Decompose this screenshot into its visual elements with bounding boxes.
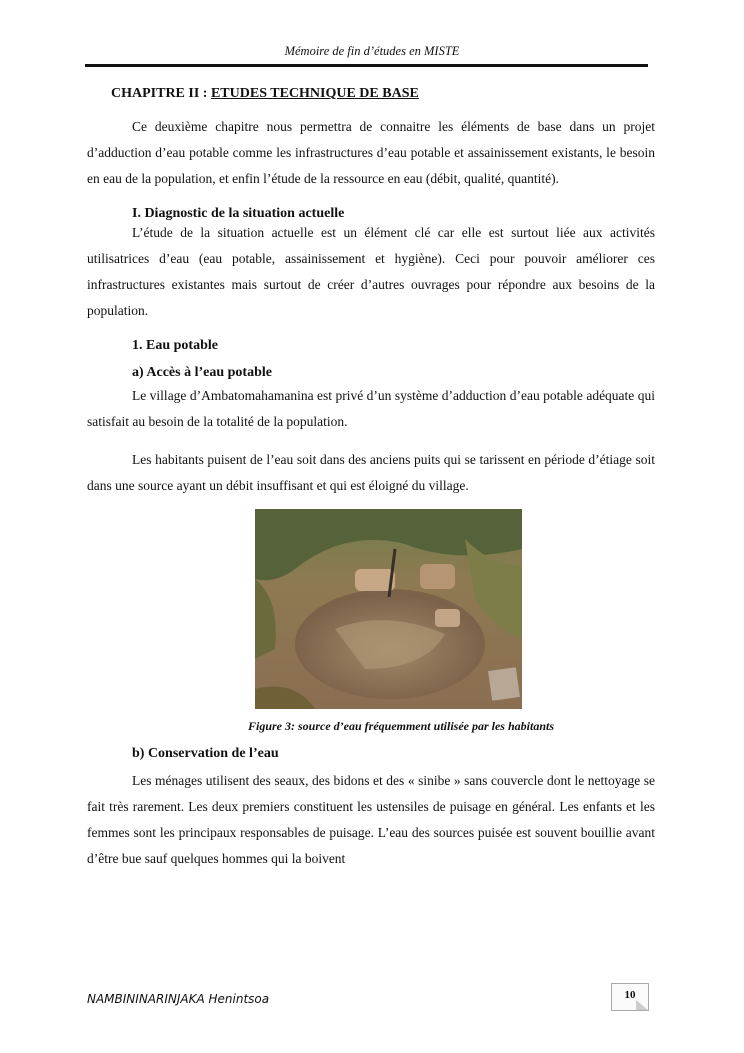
water-source-photo (255, 509, 522, 709)
diagnostic-paragraph: L’étude de la situation actuelle est un élément clé car elle est surtout liée aux activités utilisatrices d’eau (eau potable, assainissement et hygiène). Ceci pour pouvoir améliorer ces infrastructures existantes mais surtout de créer d’autres ouvrages pour répondre aux besoins de la population. (87, 225, 655, 318)
intro-paragraph: Ce deuxième chapitre nous permettra de connaitre les éléments de base dans un projet d’adduction d’eau potable comme les infrastructures d’eau potable et assainissement existants, le besoin en eau de la population, et enfin l’étude de la ressource en eau (débit, qualité, quantité). (87, 119, 655, 186)
conservation-paragraph: Les ménages utilisent des seaux, des bidons et des « sinibe » sans couvercle dont le nettoyage se fait très rarement. Les deux premiers constituent les ustensiles de puisage en général. Les enfants et les femmes sont les principaux responsables de puisage. L’eau des sources puisée est souvent bouillie avant d’être bue sauf quelques hommes qui la boivent (87, 773, 655, 866)
header-rule (85, 64, 648, 67)
footer-author: NAMBININARINJAKA Henintsoa (87, 992, 270, 1006)
chapter-prefix: CHAPITRE II : (111, 86, 211, 101)
subheading-conservation: b) Conservation de l’eau (132, 746, 279, 761)
section-heading-diagnostic: I. Diagnostic de la situation actuelle (132, 206, 345, 221)
habitants-paragraph: Les habitants puisent de l’eau soit dans des anciens puits qui se tarissent en période d’étiage soit dans une source ayant un débit insuffisant et qui est éloigné du village. (87, 452, 655, 493)
chapter-name: ETUDES TECHNIQUE DE BASE (210, 86, 419, 101)
page-fold-decoration (636, 1000, 648, 1010)
figure-caption: Figure 3: source d’eau fréquemment utilisée par les habitants (247, 719, 554, 733)
subheading-acces: a) Accès à l’eau potable (132, 365, 272, 380)
page-number: 10 (611, 983, 649, 1011)
page-header: Mémoire de fin d’études en MISTE (284, 44, 460, 58)
chapter-title (111, 86, 655, 102)
subheading-eau-potable: 1. Eau potable (132, 338, 218, 353)
village-paragraph: Le village d’Ambatomahamanina est privé d’un système d’adduction d’eau potable adéquate qui satisfait au besoin de la totalité de la population. (87, 388, 655, 429)
page-content (87, 86, 655, 872)
